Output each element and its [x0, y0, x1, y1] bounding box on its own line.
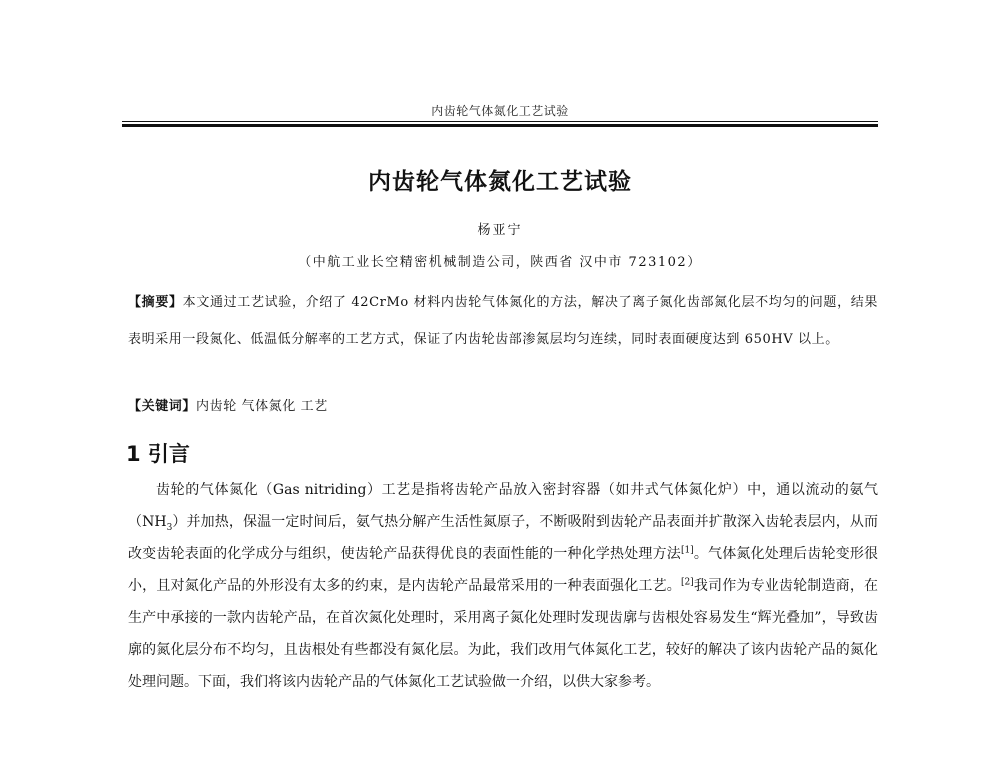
paper-title: 内齿轮气体氮化工艺试验: [368, 169, 632, 195]
header-rule-thick: [122, 124, 878, 127]
reference-1: [1]: [680, 545, 694, 556]
intro-text-part3: 。气体氮化处理后齿轮变形很小，且对氮化产品的外形没有太多的约束，是内齿轮产品最常采用的一种表面强化工艺。: [128, 546, 878, 594]
intro-text-part4: 我司作为专业齿轮制造商，在生产中承接的一款内齿轮产品，在首次氮化处理时，采用离子氮化处理时发现齿廓与齿根处容易发生“辉光叠加”，导致齿廓的氮化层分布不均匀，且齿根处有些都没有氮化层。为此，我们改用气体氮化工艺，较好的解决了该内齿轮产品的氮化处理问题。下面，我们将该内齿轮产品的气体氮化工艺试验做一介绍，以供大家参考。: [128, 578, 878, 690]
running-header: 内齿轮气体氮化工艺试验: [431, 104, 569, 118]
intro-text-part1: 齿轮的气体氮化（Gas nitriding）工艺是指将齿轮产品放入密封容器（如井式气体氮化炉）中，通以流动的氨气（NH: [128, 482, 878, 530]
intro-paragraph: [128, 474, 878, 698]
affiliation: （中航工业长空精密机械制造公司，陕西省 汉中市 723102）: [298, 255, 702, 270]
keywords: [128, 395, 878, 419]
section-heading: 1 引言: [126, 442, 190, 466]
reference-2: [2]: [680, 577, 694, 588]
ammonia-subscript: 3: [166, 522, 173, 533]
keywords-label: 【关键词】: [128, 399, 197, 414]
intro-text-part2: ）并加热，保温一定时间后，氨气热分解产生活性氮原子，不断吸附到齿轮产品表面并扩散深入齿轮表层内，从而改变齿轮表面的化学成分与组织，使齿轮产品获得优良的表面性能的一种化学热处理方法: [128, 514, 878, 562]
keywords-text: 内齿轮 气体氮化 工艺: [196, 399, 328, 414]
abstract: [128, 284, 878, 358]
header-rule-thin: [122, 121, 878, 122]
abstract-text: 本文通过工艺试验，介绍了 42CrMo 材料内齿轮气体氮化的方法，解决了离子氮化齿部氮化层不均匀的问题，结果表明采用一段氮化、低温低分解率的工艺方式，保证了内齿轮齿部渗氮层均匀连续，同时表面硬度达到 650HV 以上。: [128, 295, 878, 347]
abstract-label: 【摘要】: [128, 295, 183, 310]
author: 杨亚宁: [477, 223, 523, 238]
